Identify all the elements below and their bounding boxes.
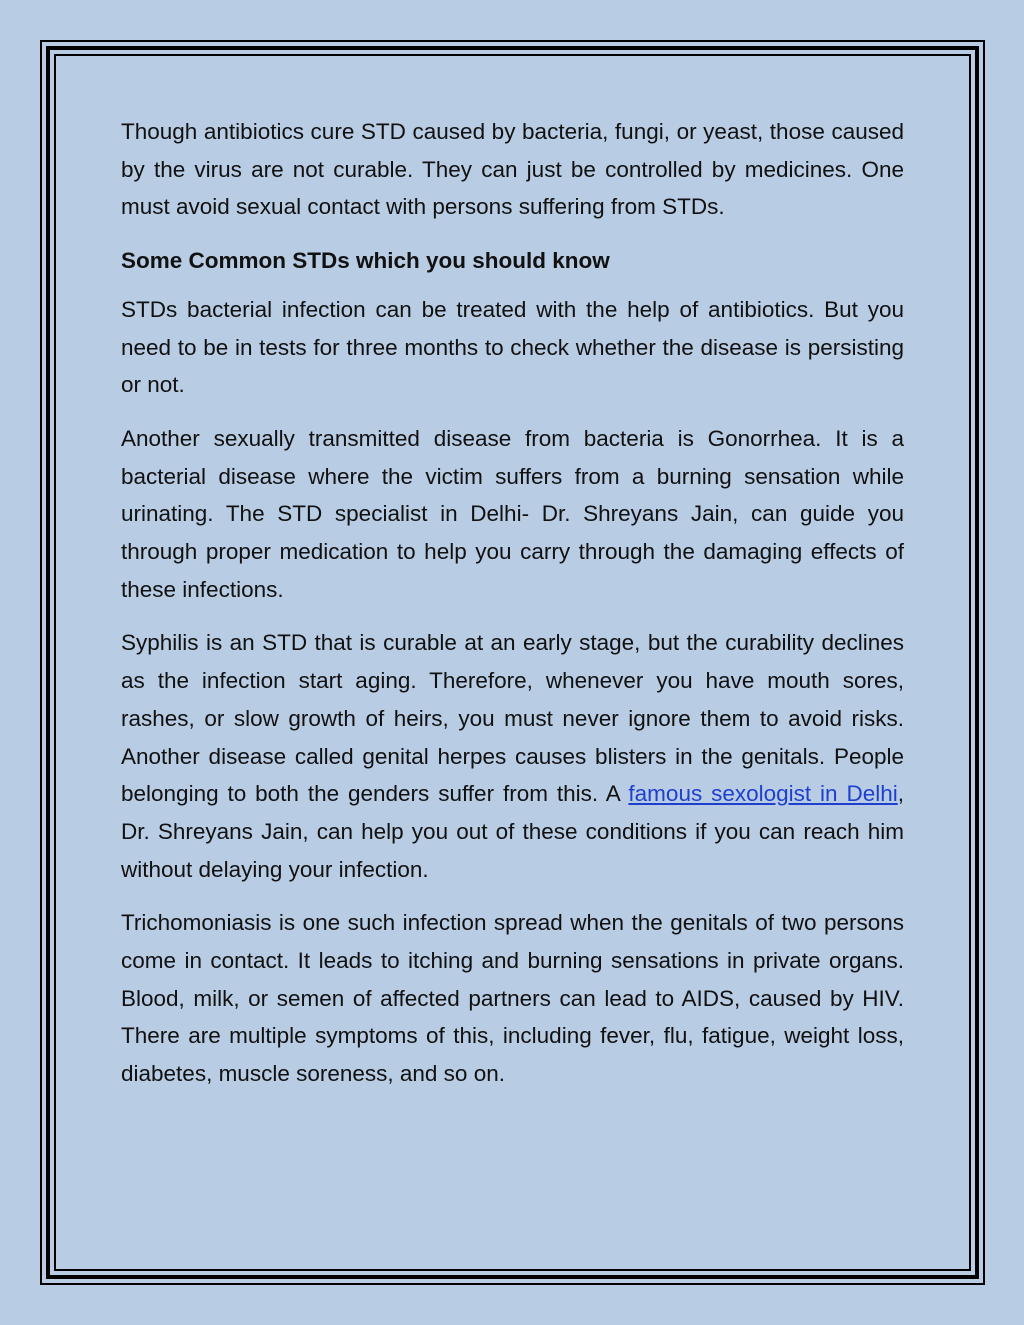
paragraph-bacterial-infection: STDs bacterial infection can be treated with the help of antibiotics. But you need to be in tests for three months to check whether the disease is persisting or not. xyxy=(121,296,904,398)
section-heading: Some Common STDs which you should know xyxy=(121,248,610,274)
document-body xyxy=(121,113,904,1109)
paragraph-gonorrhea: Another sexually transmitted disease from bacteria is Gonorrhea. It is a bacterial disease where the victim suffers from a burning sensation while urinating. The STD specialist in Delhi- Dr. Shreyans Jain, can guide you through proper medication to help you carry through the damaging effects of these infections. xyxy=(121,425,904,602)
syphilis-text-start: Syphilis is an STD that is curable at an early stage, but the curability declines as the infection start aging. Therefore, whenever you have mouth sores, rashes, or slow growth of heirs, you must never ignore them to avoid risks. Another disease called genital herpes causes blisters in the genitals. People belonging to both the genders suffer from this. A xyxy=(121,630,904,807)
paragraph-syphilis xyxy=(121,624,904,888)
paragraph-antibiotics: Though antibiotics cure STD caused by bacteria, fungi, or yeast, those caused by the virus are not curable. They can just be controlled by medicines. One must avoid sexual contact with persons suffering from STDs. xyxy=(121,119,904,220)
sexologist-link[interactable]: famous sexologist in Delhi xyxy=(628,781,898,807)
syphilis-text-end: , Dr. Shreyans Jain, can help you out of these conditions if you can reach him without delaying your infection. xyxy=(121,781,904,882)
paragraph-trichomoniasis: Trichomoniasis is one such infection spread when the genitals of two persons come in contact. It leads to itching and burning sensations in private organs. Blood, milk, or semen of affected partners can lead to AIDS, caused by HIV. There are multiple symptoms of this, including fever, flu, fatigue, weight loss, diabetes, muscle soreness, and so on. xyxy=(121,910,904,1087)
